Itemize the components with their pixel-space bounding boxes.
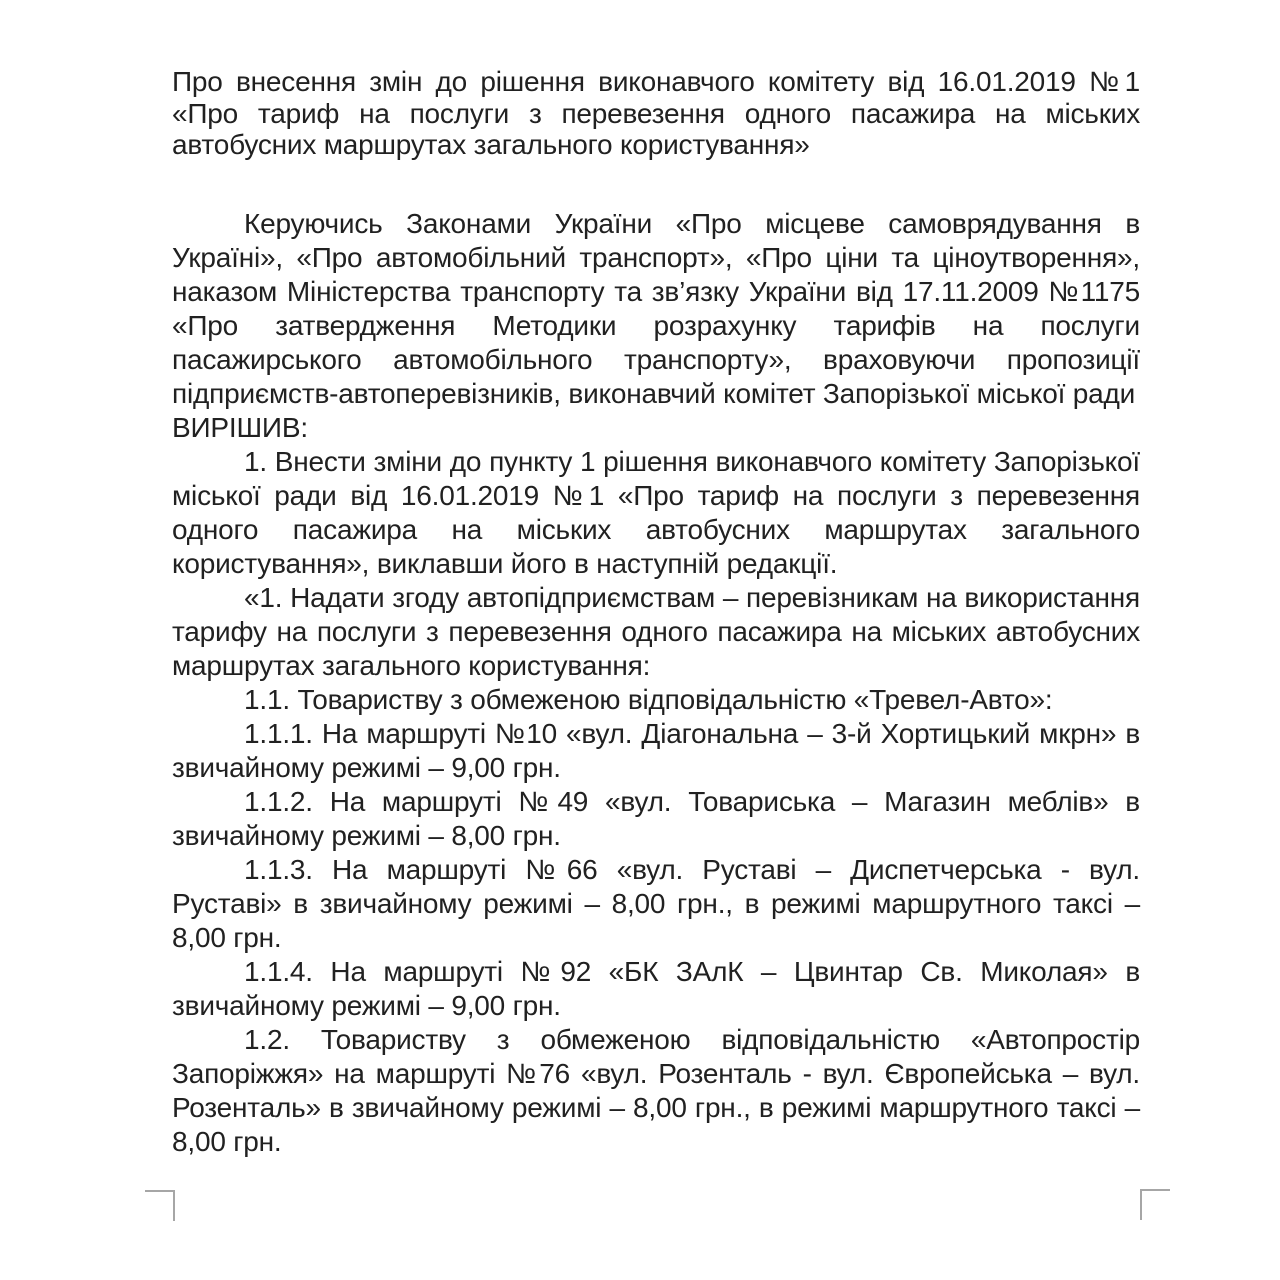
paragraph-point-1: 1. Внести зміни до пункту 1 рішення виконавчого комітету Запорізької міської ради від 16.01.2019 №1 «Про тариф на послуги з перевезення одного пасажира на міських автобусних маршрутах загального користування», виклавши його в наступній редакції. [172, 445, 1140, 579]
document-text-block [172, 66, 1140, 1159]
text-boundary-corner-mark-bottom-right [1140, 1189, 1170, 1220]
paragraph-point-1-new-edition: «1. Надати згоду автопідприємствам – перевізникам на використання тарифу на послуги з перевезення одного пасажира на міських автобусних маршрутах загального користування: [172, 581, 1140, 681]
paragraph-point-1-1-3: 1.1.3. На маршруті №66 «вул. Руставі – Диспетчерська - вул. Руставі» в звичайному режимі – 8,00 грн., в режимі маршрутного таксі – 8,00 грн. [172, 853, 1140, 953]
paragraph-point-1-1-4: 1.1.4. На маршруті №92 «БК ЗАлК – Цвинтар Св. Миколая» в звичайному режимі – 9,00 грн. [172, 955, 1140, 1021]
paragraph-preamble: Керуючись Законами України «Про місцеве самоврядування в Україні», «Про автомобільний транспорт», «Про ціни та ціноутворення», наказом Міністерства транспорту та зв’язку України від 17.11.2009 №1175 «Про затвердження Методики розрахунку тарифів на послуги пасажирського автомобільного транспорту», враховуючи пропозиції підприємств-автоперевізників, виконавчий комітет Запорізької міської ради [172, 207, 1140, 409]
document-title: Про внесення змін до рішення виконавчого комітету від 16.01.2019 №1 «Про тариф на послуги з перевезення одного пасажира на міських автобусних маршрутах загального користування» [172, 66, 1140, 160]
resolution-heading: ВИРІШИВ: [172, 411, 308, 443]
paragraph-point-1-1-2: 1.1.2. На маршруті №49 «вул. Товариська – Магазин меблів» в звичайному режимі – 8,00 грн. [172, 785, 1140, 851]
paragraph-point-1-1-1: 1.1.1. На маршруті №10 «вул. Діагональна – 3-й Хортицький мкрн» в звичайному режимі – 9,00 грн. [172, 717, 1140, 783]
text-boundary-corner-mark-bottom-left [145, 1190, 175, 1221]
paragraph-point-1-1: 1.1. Товариству з обмеженою відповідальністю «Тревел-Авто»: [244, 683, 1053, 715]
paragraph-point-1-2: 1.2. Товариству з обмеженою відповідальністю «Автопростір Запоріжжя» на маршруті №76 «вул. Розенталь - вул. Європейська – вул. Розенталь» в звичайному режимі – 8,00 грн., в режимі маршрутного таксі – 8,00 грн. [172, 1023, 1140, 1157]
